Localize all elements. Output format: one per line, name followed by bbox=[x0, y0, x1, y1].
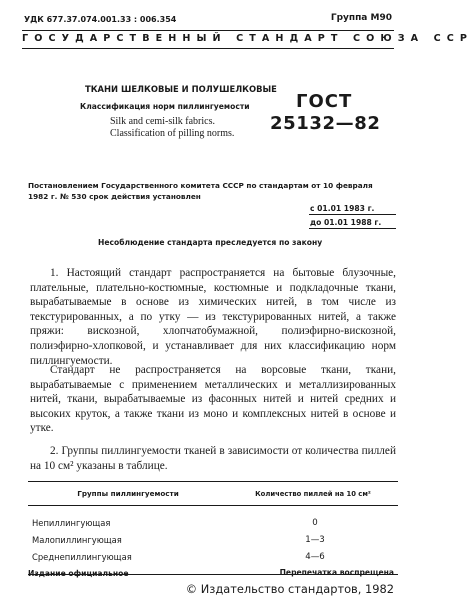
table-header-group: Группы пиллингуемости bbox=[77, 489, 179, 498]
paragraph-scope: 1. Настоящий стандарт распространяется на бытовые блузочные, плательные, плательно-костюмные, костюмные и подкладочные ткани, вырабатываемые в основе из химических нитей, в том числе из текстурированных, а по утку — из текстурированных нитей, а также пряжи: вискозной, хлопчатобумажной, полиэфирно-вискозной, полиэфирно-хлопковой, и устанавливает для них классификацию норм пиллингуемости. bbox=[30, 267, 396, 367]
table-cell-group: Среднепиллингующая bbox=[32, 551, 132, 562]
table-header-row bbox=[28, 482, 398, 505]
effective-date-from: с 01.01 1983 г. bbox=[310, 204, 375, 213]
table-cell-count: 4—6 bbox=[305, 551, 325, 562]
decree-text: Постановлением Государственного комитета СССР по стандартам от 10 февраля 1982 г. № 530 срок действия установлен bbox=[28, 181, 373, 201]
table-header-count: Количество пиллей на 10 см² bbox=[255, 489, 371, 498]
english-title-line2: Classification of pilling norms. bbox=[110, 128, 235, 139]
english-title bbox=[110, 116, 234, 140]
legal-warning: Несоблюдение стандарта преследуется по закону bbox=[98, 238, 323, 247]
date-to-underline bbox=[309, 228, 396, 229]
header-rule-top bbox=[22, 30, 394, 31]
gost-label: ГОСТ bbox=[296, 91, 353, 112]
table-cell-group: Малопиллингующая bbox=[32, 534, 122, 545]
english-title-line1: Silk and cemi-silk fabrics. bbox=[110, 116, 215, 127]
table-row bbox=[28, 514, 398, 531]
paragraph-groups: 2. Группы пиллингуемости тканей в зависимости от количества пиллей на 10 см² указаны в таблице. bbox=[30, 445, 396, 472]
effective-date-to: до 01.01 1988 г. bbox=[310, 218, 382, 227]
table-cell-count: 1—3 bbox=[305, 534, 325, 545]
table-row bbox=[28, 548, 398, 565]
document-subtitle: Классификация норм пиллингуемости bbox=[80, 102, 250, 111]
header-rule-bottom bbox=[22, 48, 394, 49]
group-code: Группа М90 bbox=[330, 13, 392, 23]
table-row bbox=[28, 531, 398, 548]
udk-code: УДК 677.37.074.001.33 : 006.354 bbox=[24, 15, 177, 24]
table-body bbox=[28, 506, 398, 574]
table-cell-count: 0 bbox=[312, 517, 318, 528]
copyright-notice: © Издательство стандартов, 1982 bbox=[185, 582, 394, 596]
gost-number: 25132—82 bbox=[270, 113, 381, 134]
date-from-underline bbox=[309, 214, 396, 215]
document-title: ТКАНИ ШЕЛКОВЫЕ И ПОЛУШЕЛКОВЫЕ bbox=[85, 84, 277, 94]
paragraph-exclusions: Стандарт не распространяется на ворсовые ткани, ткани, вырабатываемые с применением металлических и металлизированных нитей, ткани, вырабатываемые из фасонных нитей и нитей средних и высоких круток, а также ткани из моно и комплексных нитей в основе и утке. bbox=[30, 364, 396, 435]
reprint-prohibited-label: Перепечатка воспрещена bbox=[279, 568, 394, 577]
table-cell-group: Непиллингующая bbox=[32, 517, 111, 528]
state-standard-banner: ГОСУДАРСТВЕННЫЙ СТАНДАРТ СОЮЗА ССР bbox=[22, 33, 473, 44]
official-edition-label: Издание официальное bbox=[28, 569, 129, 578]
pilling-table bbox=[28, 481, 398, 575]
